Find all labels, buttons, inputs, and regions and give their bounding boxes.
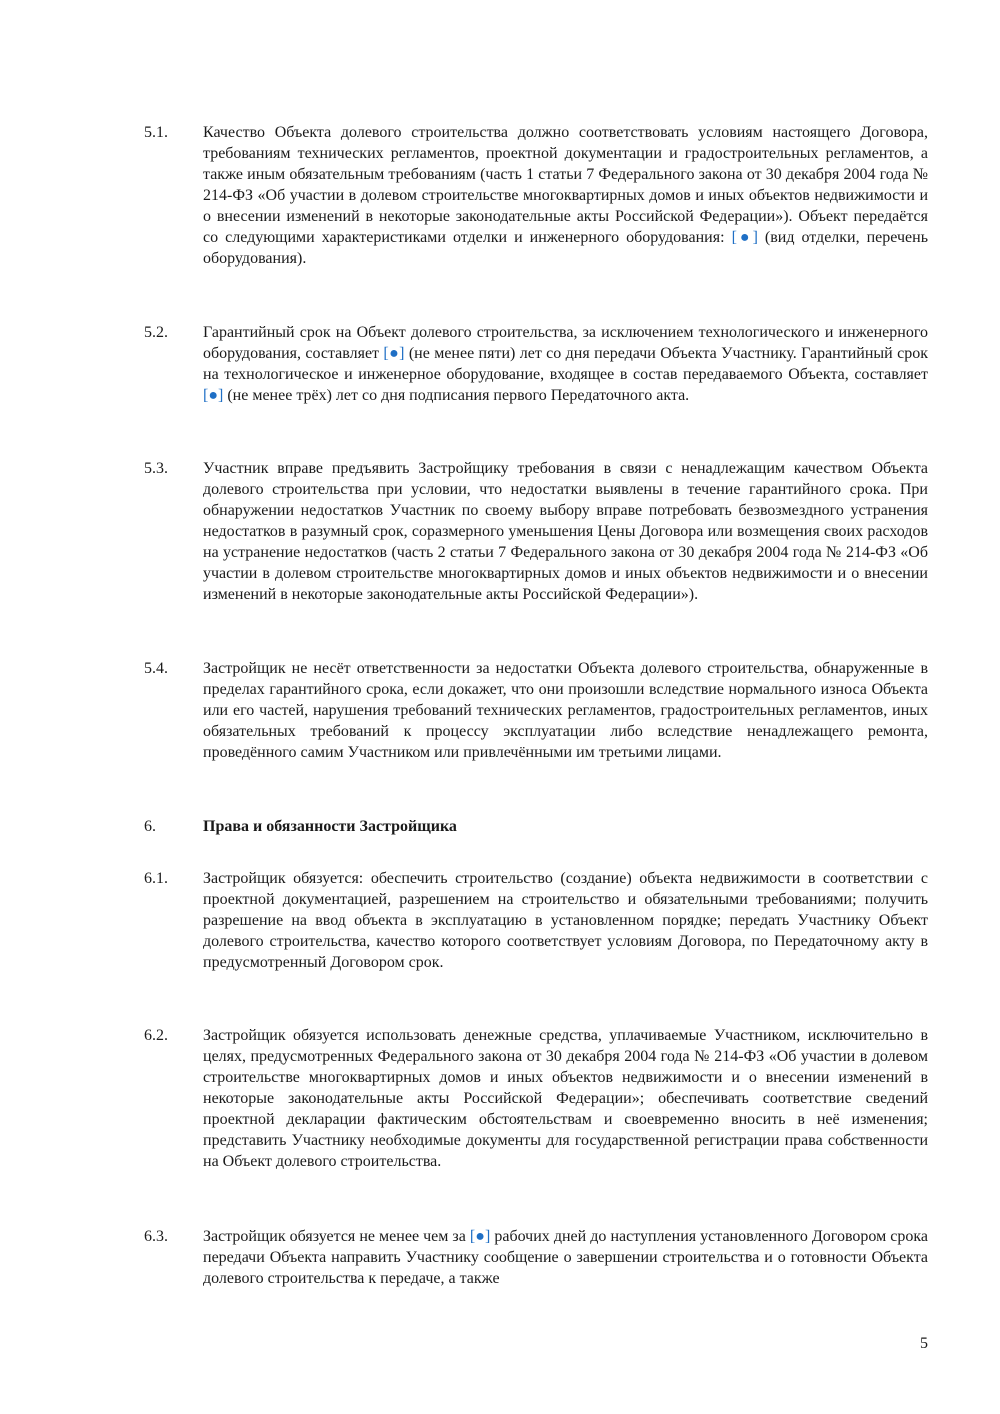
section-heading-6: [144, 816, 928, 837]
clause-text: Застройщик обязуется не менее чем за [●] рабочих дней до наступления установленного Договором срока передачи Объекта направить Участнику сообщение о завершении строительства и о готовности Объекта долевого строительства к передаче, а также: [203, 1228, 929, 1287]
clause-6-3: [144, 1226, 928, 1289]
clause-text: Застройщик обязуется использовать денежные средства, уплачиваемые Участником, исключительно в целях, предусмотренных Федерального закона от 30 декабря 2004 года № 214-ФЗ «Об участии в долевом строительстве многоквартирных домов и иных объектов недвижимости и о внесении изменений в некоторые законодательные акты Российской Федерации»; обеспечивать соответствие сведений проектной декларации фактическим обстоятельствам и своевременно вносить в неё изменения; представить Участнику необходимые документы для государственной регистрации права собственности на Объект долевого строительства.: [203, 1027, 928, 1170]
clause-5-1: [144, 122, 928, 269]
clause-5-2: [144, 322, 928, 406]
clause-number: 6.1.: [144, 870, 168, 887]
placeholder-marker: [●]: [203, 387, 224, 404]
clause-6-1: [144, 868, 928, 973]
clause-text: Застройщик обязуется: обеспечить строительство (создание) объекта недвижимости в соответствии с проектной документацией, разрешением на строительство и обязательными требованиями; получить разрешение на ввод объекта в эксплуатацию в установленном порядке; передать Участнику Объект долевого строительства, качество которого соответствует условиям Договора, по Передаточному акту в предусмотренный Договором срок.: [203, 870, 928, 971]
clause-number: 6.3.: [144, 1228, 168, 1245]
clause-number: 5.3.: [144, 460, 168, 477]
clause-text: Участник вправе предъявить Застройщику требования в связи с ненадлежащим качеством Объекта долевого строительства при условии, что недостатки выявлены в течение гарантийного срока. При обнаружении недостатков Участник по своему выбору вправе потребовать безвозмездного устранения недостатков в разумный срок, соразмерного уменьшения Цены Договора или возмещения своих расходов на устранение недостатков (часть 2 статьи 7 Федерального закона от 30 декабря 2004 года № 214-ФЗ «Об участии в долевом строительстве многоквартирных домов и иных объектов недвижимости и о внесении изменений в некоторые законодательные акты Российской Федерации»).: [203, 460, 928, 603]
clause-text: Застройщик не несёт ответственности за недостатки Объекта долевого строительства, обнаруженные в пределах гарантийного срока, если докажет, что они произошли вследствие нормального износа Объекта или его частей, нарушения требований технических регламентов, градостроительных регламентов, иных обязательных требований к процессу эксплуатации либо вследствие ненадлежащего ремонта, проведённого самим Участником или привлечёнными им третьими лицами.: [203, 660, 928, 761]
clause-text: Качество Объекта долевого строительства должно соответствовать условиям настоящего Договора, требованиям технических регламентов, проектной документации и градостроительных регламентов, а также иным обязательным требованиям (часть 1 статьи 7 Федерального закона от 30 декабря 2004 года № 214-ФЗ «Об участии в долевом строительстве многоквартирных домов и иных объектов недвижимости и о внесении изменений в некоторые законодательные акты Российской Федерации»). Объект передаётся со следующими характеристиками отделки и инженерного оборудования: [●] (вид отделки, перечень оборудования).: [203, 124, 928, 267]
clause-number: 5.1.: [144, 124, 168, 141]
clause-6-2: [144, 1025, 928, 1172]
placeholder-marker: [●]: [383, 345, 405, 362]
clause-text: Гарантийный срок на Объект долевого строительства, за исключением технологического и инженерного оборудования, составляет [●] (не менее пяти) лет со дня передачи Объекта Участнику. Гарантийный срок на технологическое и инженерное оборудование, входящее в состав передаваемого Объекта, составляет [●] (не менее трёх) лет со дня подписания первого Передаточного акта.: [203, 324, 928, 404]
page-number: 5: [920, 1335, 928, 1352]
clause-number: 5.2.: [144, 324, 168, 341]
clause-5-3: [144, 458, 928, 605]
clause-number: 5.4.: [144, 660, 168, 677]
clause-number: 6.2.: [144, 1027, 168, 1044]
section-title: Права и обязанности Застройщика: [203, 818, 457, 835]
placeholder-marker: [●]: [731, 229, 758, 246]
placeholder-marker: [●]: [469, 1228, 491, 1245]
clause-5-4: [144, 658, 928, 763]
section-number: 6.: [144, 818, 156, 835]
